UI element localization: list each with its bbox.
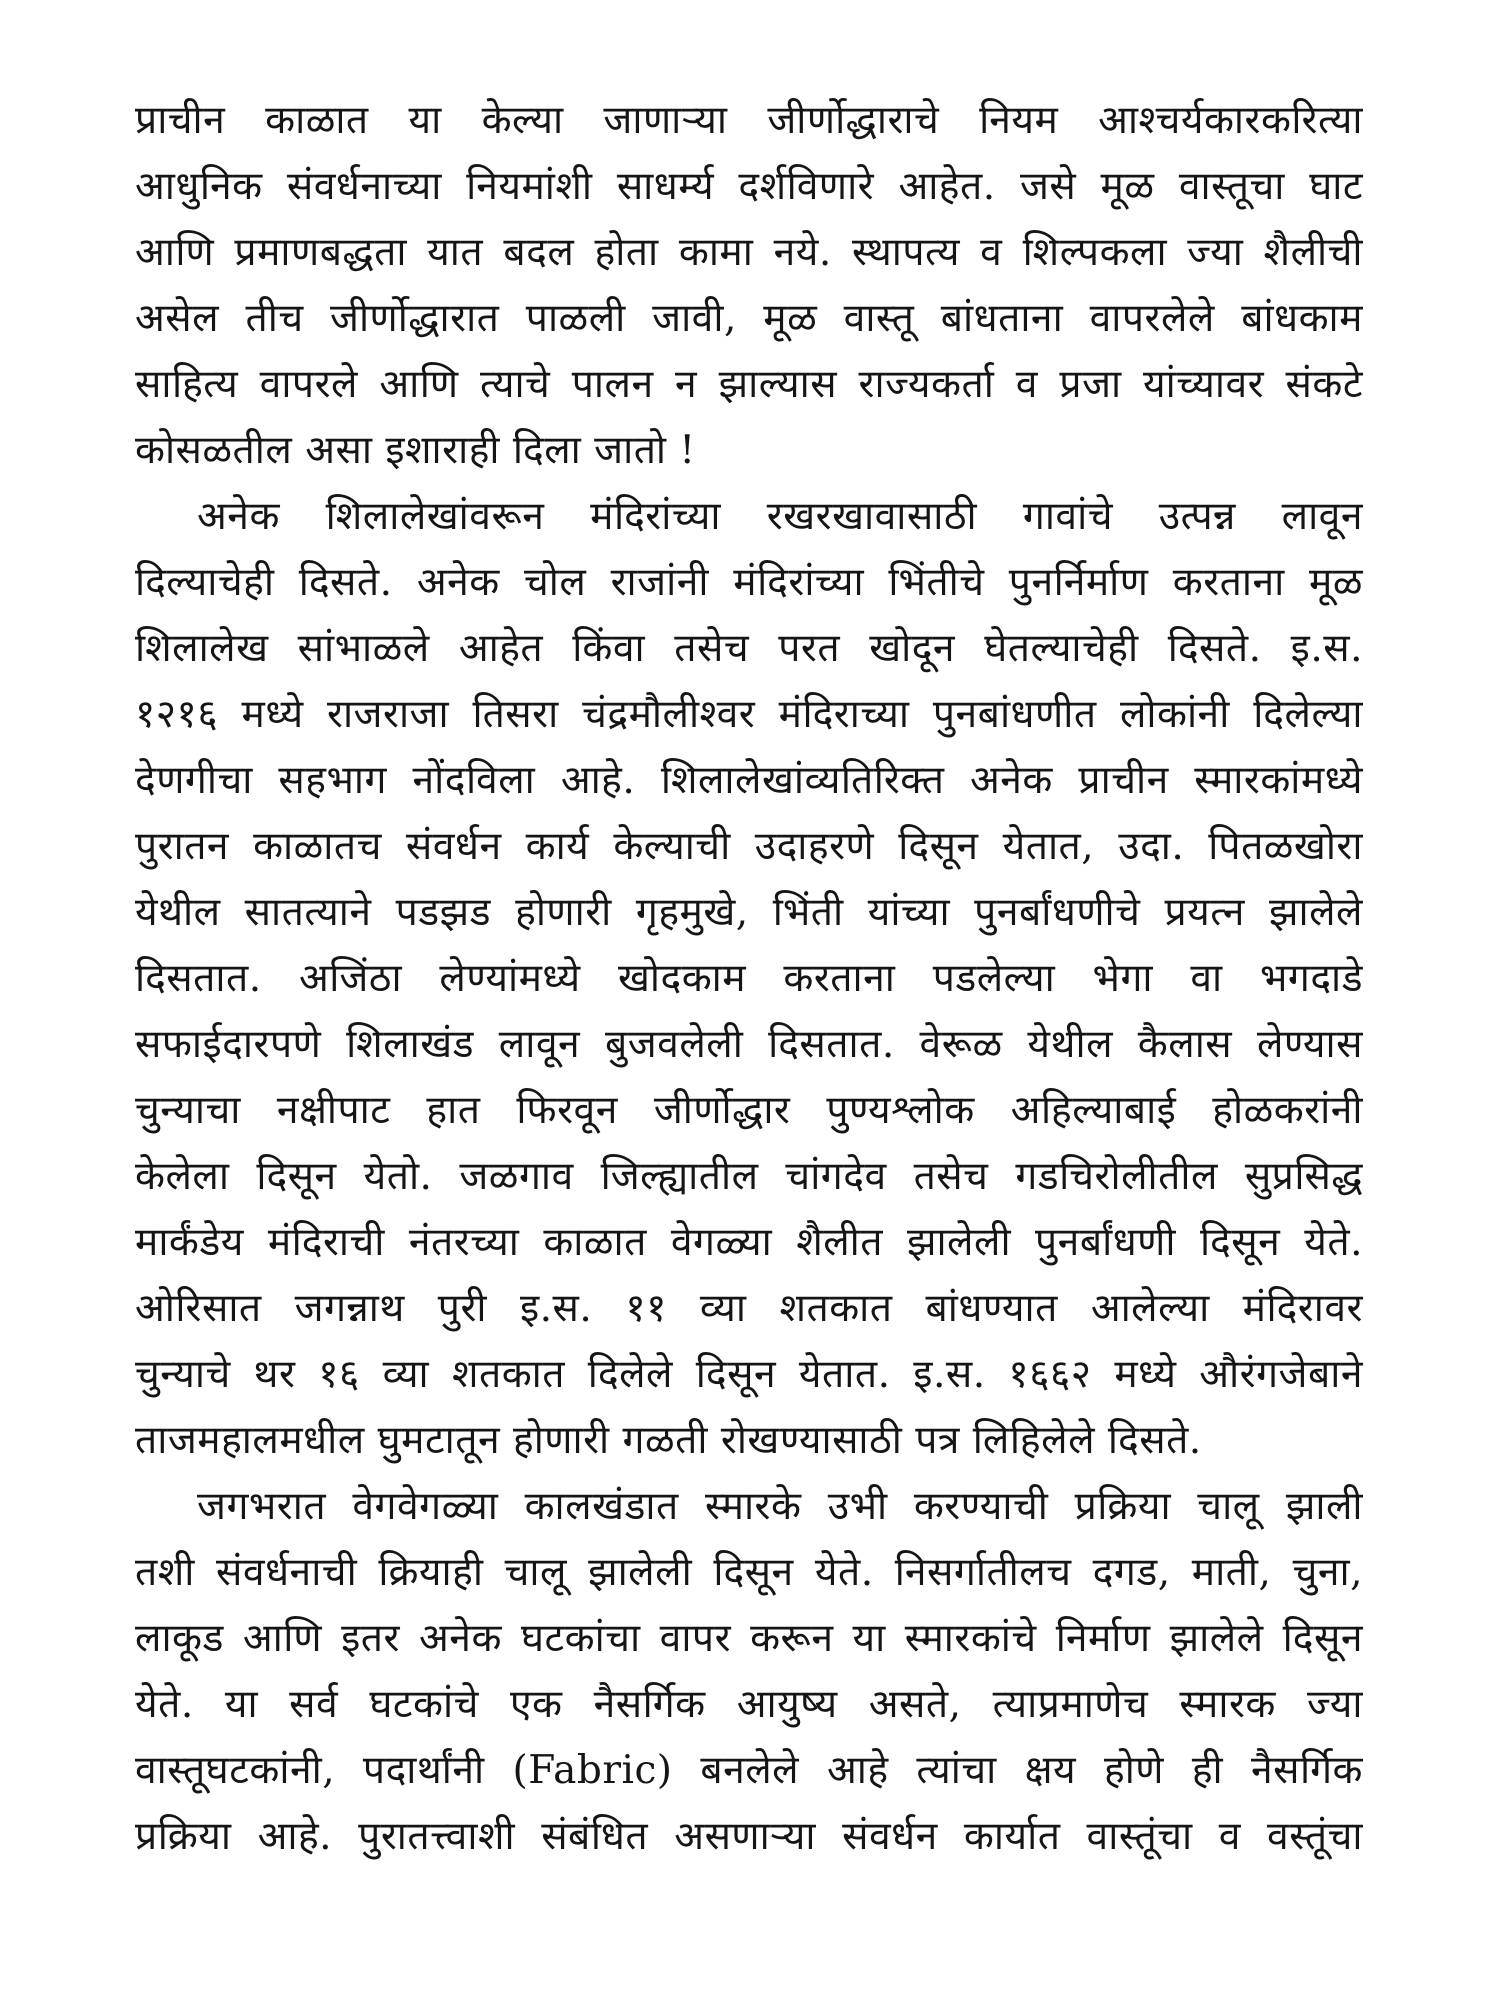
- text-line: सफाईदारपणे शिलाखंड लावून बुजवलेली दिसतात. वेरूळ येथील कैलास लेण्यास: [135, 1022, 1363, 1067]
- text-line: तशी संवर्धनाची क्रियाही चालू झालेली दिसून येते. निसर्गातीलच दगड, माती, चुना,: [135, 1550, 1363, 1595]
- text-line: ओरिसात जगन्नाथ पुरी इ.स. ११ व्या शतकात बांधण्यात आलेल्या मंदिरावर: [135, 1286, 1363, 1331]
- text-line: कोसळतील असा इशाराही दिला जातो !: [135, 428, 696, 473]
- text-line: प्रक्रिया आहे. पुरातत्त्वाशी संबंधित असणाऱ्या संवर्धन कार्यात वास्तूंचा व वस्तूंचा: [135, 1814, 1363, 1859]
- text-line: येथील सातत्याने पडझड होणारी गृहमुखे, भिंती यांच्या पुनर्बांधणीचे प्रयत्न झालेले: [135, 890, 1363, 935]
- text-line: चुन्याचा नक्षीपाट हात फिरवून जीर्णोद्धार पुण्यश्लोक अहिल्याबाई होळकरांनी: [135, 1088, 1363, 1133]
- text-line: पुरातन काळातच संवर्धन कार्य केल्याची उदाहरणे दिसून येतात, उदा. पितळखोरा: [135, 824, 1363, 869]
- text-line: प्राचीन काळात या केल्या जाणाऱ्या जीर्णोद्धाराचे नियम आश्चर्यकारकरित्या: [135, 98, 1363, 143]
- text-line: केलेला दिसून येतो. जळगाव जिल्ह्यातील चांगदेव तसेच गडचिरोलीतील सुप्रसिद्ध: [135, 1154, 1363, 1199]
- text-line: अनेक शिलालेखांवरून मंदिरांच्या रखरखावासाठी गावांचे उत्पन्न लावून: [197, 494, 1363, 539]
- text-line: चुन्याचे थर १६ व्या शतकात दिलेले दिसून येतात. इ.स. १६६२ मध्ये औरंगजेबाने: [135, 1352, 1363, 1397]
- text-line: १२१६ मध्ये राजराजा तिसरा चंद्रमौलीश्वर मंदिराच्या पुनबांधणीत लोकांनी दिलेल्या: [135, 692, 1363, 737]
- text-line: येते. या सर्व घटकांचे एक नैसर्गिक आयुष्य असते, त्याप्रमाणेच स्मारक ज्या: [135, 1682, 1363, 1727]
- text-line: आधुनिक संवर्धनाच्या नियमांशी साधर्म्य दर्शविणारे आहेत. जसे मूळ वास्तूचा घाट: [135, 164, 1363, 209]
- text-line: वास्तूघटकांनी, पदार्थांनी (Fabric) बनलेले आहे त्यांचा क्षय होणे ही नैसर्गिक: [135, 1748, 1363, 1793]
- document-page: [135, 88, 1363, 1870]
- text-line: लाकूड आणि इतर अनेक घटकांचा वापर करून या स्मारकांचे निर्माण झालेले दिसून: [135, 1616, 1363, 1661]
- text-line: आणि प्रमाणबद्धता यात बदल होता कामा नये. स्थापत्य व शिल्पकला ज्या शैलीची: [135, 230, 1363, 275]
- text-line: ताजमहालमधील घुमटातून होणारी गळती रोखण्यासाठी पत्र लिहिलेले दिसते.: [135, 1418, 1202, 1463]
- text-line: दिसतात. अजिंठा लेण्यांमध्ये खोदकाम करताना पडलेल्या भेगा वा भगदाडे: [135, 956, 1363, 1001]
- text-line: शिलालेख सांभाळले आहेत किंवा तसेच परत खोदून घेतल्याचेही दिसते. इ.स.: [135, 626, 1363, 671]
- text-line: साहित्य वापरले आणि त्याचे पालन न झाल्यास राज्यकर्ता व प्रजा यांच्यावर संकटे: [135, 362, 1363, 407]
- text-line: देणगीचा सहभाग नोंदविला आहे. शिलालेखांव्यतिरिक्त अनेक प्राचीन स्मारकांमध्ये: [135, 758, 1363, 803]
- text-line: मार्कंडेय मंदिराची नंतरच्या काळात वेगळ्या शैलीत झालेली पुनर्बांधणी दिसून येते.: [135, 1220, 1363, 1265]
- text-line: जगभरात वेगवेगळ्या कालखंडात स्मारके उभी करण्याची प्रक्रिया चालू झाली: [197, 1484, 1363, 1529]
- text-line: दिल्याचेही दिसते. अनेक चोल राजांनी मंदिरांच्या भिंतीचे पुनर्निर्माण करताना मूळ: [135, 560, 1363, 605]
- text-line: असेल तीच जीर्णोद्धारात पाळली जावी, मूळ वास्तू बांधताना वापरलेले बांधकाम: [135, 296, 1363, 341]
